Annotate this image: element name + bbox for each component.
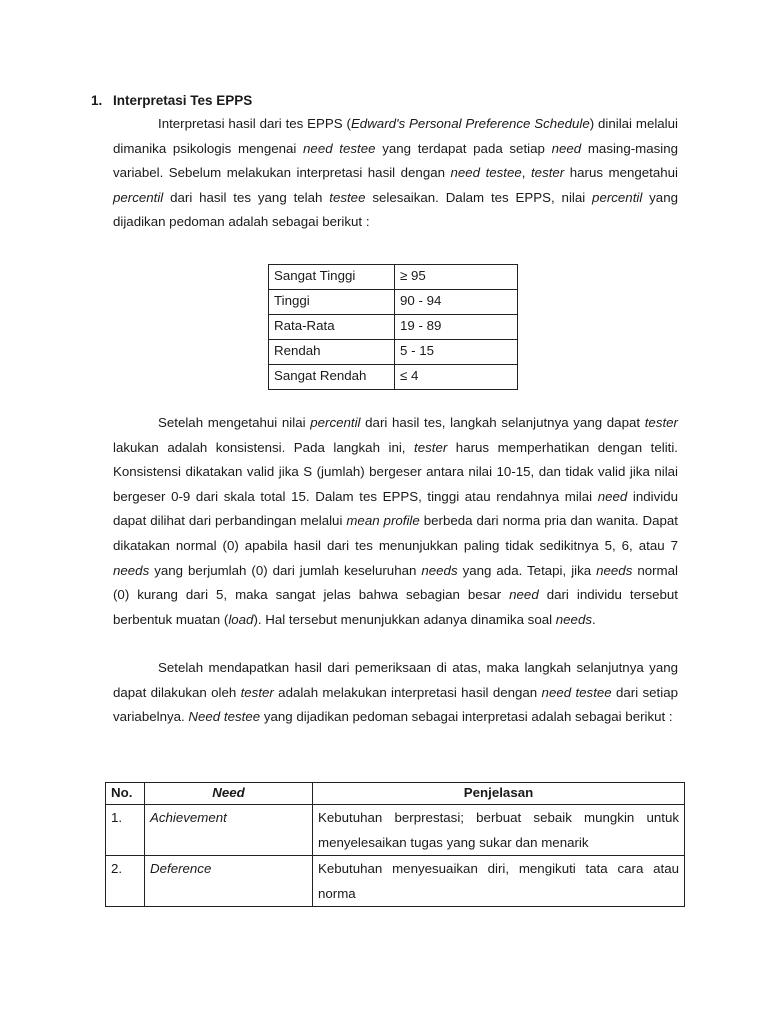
table-cell-no: 1. [106, 805, 145, 856]
table-cell: Sangat Tinggi [269, 265, 395, 290]
table-row [269, 290, 518, 315]
table-cell: Tinggi [269, 290, 395, 315]
table-cell-no: 2. [106, 856, 145, 907]
paragraph-intro: Interpretasi hasil dari tes EPPS (Edward's Personal Preference Schedule) dinilai melalui dimanika psikologis mengenai need testee yang terdapat pada setiap need masing-masing variabel. Sebelum melakukan interpretasi hasil dengan need testee, tester harus mengetahui percentil dari hasil tes yang telah testee selesaikan. Dalam tes EPPS, nilai percentil yang dijadikan pedoman adalah sebagai berikut : [113, 116, 679, 230]
table-cell: ≤ 4 [395, 365, 518, 390]
table-row [106, 856, 685, 907]
table-row [106, 805, 685, 856]
need-table [105, 782, 685, 907]
table-cell-need: Achievement [145, 805, 313, 856]
table-cell: 5 - 15 [395, 340, 518, 365]
section-heading [91, 93, 252, 108]
table-cell-need: Deference [145, 856, 313, 907]
table-cell: Rata-Rata [269, 315, 395, 340]
section-number: 1. [91, 93, 103, 108]
table-row [269, 340, 518, 365]
paragraph-consistency: Setelah mengetahui nilai percentil dari hasil tes, langkah selanjutnya yang dapat tester lakukan adalah konsistensi. Pada langkah ini, tester harus memperhatikan dengan teliti. Konsistensi dikatakan valid jika S (jumlah) bergeser antara nilai 10-15, dan tidak valid jika nilai bergeser 0-9 dari skala total 15. Dalam tes EPPS, tinggi atau rendahnya milai need individu dapat dilihat dari perbandingan melalui mean profile berbeda dari norma pria dan wanita. Dapat dikatakan normal (0) apabila hasil dari tes menunjukkan paling tidak sedikitnya 5, 6, atau 7 needs yang berjumlah (0) dari jumlah keseluruhan needs yang ada. Tetapi, jika needs normal (0) kurang dari 5, maka sangat jelas bahwa sebagian besar need dari individu tersebut berbentuk muatan (load). Hal tersebut menunjukkan adanya dinamika soal needs. [113, 415, 678, 627]
paragraph-interpretation: Setelah mendapatkan hasil dari pemeriksaan di atas, maka langkah selanjutnya yang dapat dilakukan oleh tester adalah melakukan interpretasi hasil dengan need testee dari setiap variabelnya. Need testee yang dijadikan pedoman sebagai interpretasi adalah sebagai berikut : [113, 660, 678, 725]
table-row [269, 315, 518, 340]
table-row [269, 365, 518, 390]
column-header-no: No. [106, 783, 145, 805]
table-cell-desc: Kebutuhan berprestasi; berbuat sebaik mungkin untuk menyelesaikan tugas yang sukar dan menarik [313, 805, 685, 856]
table-cell: Rendah [269, 340, 395, 365]
column-header-need: Need [145, 783, 313, 805]
percentile-table [268, 264, 518, 390]
table-cell: Sangat Rendah [269, 365, 395, 390]
table-header-row [106, 783, 685, 805]
section-title: Interpretasi Tes EPPS [113, 93, 253, 108]
column-header-penjelasan: Penjelasan [313, 783, 685, 805]
table-cell: ≥ 95 [395, 265, 518, 290]
table-cell-desc: Kebutuhan menyesuaikan diri, mengikuti tata cara atau norma [313, 856, 685, 907]
table-cell: 90 - 94 [395, 290, 518, 315]
table-cell: 19 - 89 [395, 315, 518, 340]
table-row [269, 265, 518, 290]
